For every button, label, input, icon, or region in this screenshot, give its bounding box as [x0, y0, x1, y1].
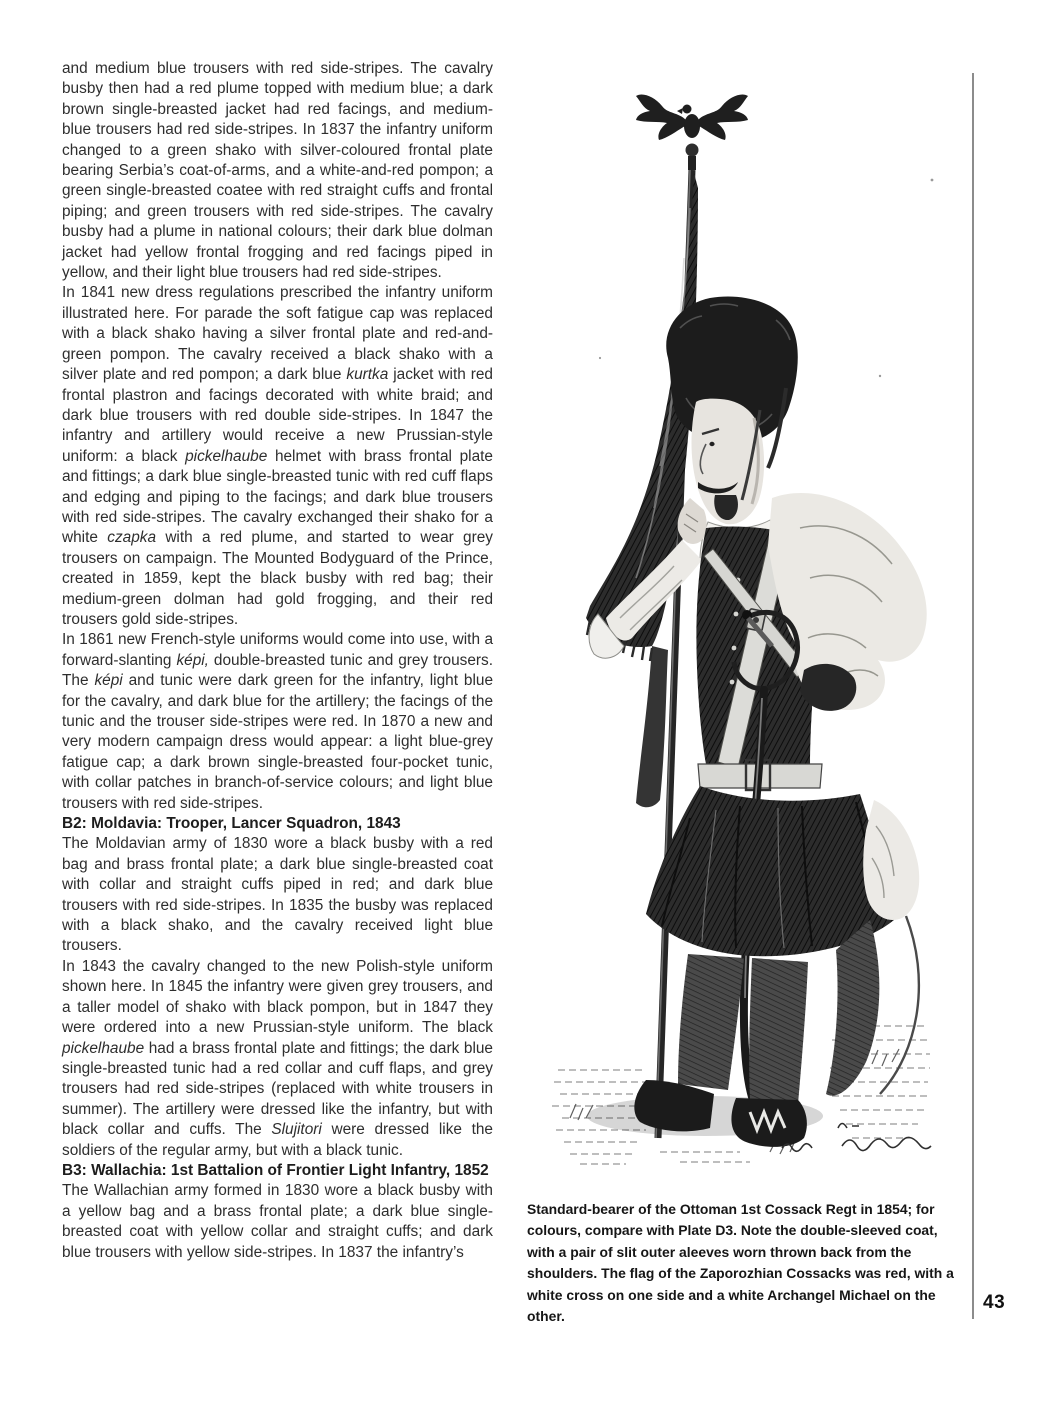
paragraph: In 1843 the cavalry changed to the new Polish-style uniform shown here. In 1845 the infantry were given grey trousers, and a taller model of shako with black pompon, but in 1847 they were ordered into a new Prussian-style uniform. The black pickelhaube had a brass frontal plate and fittings; the dark blue single-breasted tunic had a red collar and cuff flaps, and grey trousers had red side-stripes (replaced with white trousers in summer). The artillery were dressed like the infantry, but with black collar and cuffs. The Slujitori were dressed like the soldiers of the regular army, but with a black tunic.	[62, 957, 493, 1159]
paragraph: The Wallachian army formed in 1830 wore a black busby with a yellow bag and a brass frontal plate; a dark blue single-breasted coat with yellow collar and straight cuffs; and dark blue trousers with yellow side-stripes. In 1837 the infantry’s	[62, 1182, 493, 1261]
right-leg	[749, 958, 808, 1104]
section-heading: B3: Wallachia: 1st Battalion of Frontier Light Infantry, 1852	[62, 1161, 489, 1179]
engraving-illustration	[540, 58, 952, 1180]
illustration-caption: Standard-bearer of the Ottoman 1st Cossack Regt in 1854; for colours, compare with Plate D3. Note the double-sleeved coat, with a pair of slit outer aleeves worn thrown back from the shoulders. The flag of the Zaporozhian Cossacks was red, with a white cross on one side and a white Archangel Michael on the other.	[527, 1201, 954, 1325]
page-edge-rule	[972, 73, 974, 1319]
left-leg	[678, 954, 744, 1090]
flag	[586, 173, 698, 807]
paragraph: and medium blue trousers with red side-stripes. The cavalry busby then had a red plume topped with medium blue; a dark brown single-breasted jacket had red facings, and medium-blue trousers had red side-stripes. In 1837 the infantry uniform changed to a green shako with silver-coloured frontal plate bearing Serbia’s coat-of-arms, and a white-and-red pompon; a green single-breasted coatee with red straight cuffs and frontal piping; and green trousers with red side-stripes. The cavalry busby had a plume in national colours; their dark blue dolman jacket had yellow frontal frogging and red facings piped in yellow, and their light blue trousers had red side-stripes.	[62, 60, 493, 282]
coat-skirt	[646, 786, 894, 956]
paragraph: In 1841 new dress regulations prescribed the infantry uniform illustrated here. For parade the soft fatigue cap was replaced with a black shako having a silver frontal plate and red-and-green pompon. The cavalry received a black shako with a silver plate and red pompon; a dark blue kurtka jacket with red frontal plastron and facings decorated with white braid; and dark blue trousers with red double side-stripes. In 1847 the infantry and artillery would receive a new Prussian-style uniform: a black pickelhaube helmet with brass frontal plate and fittings; a dark blue single-breasted tunic with red cuff flaps and edging and piping to the facings; and dark blue trousers with red side-stripes. The cavalry exchanged their shako for a white czapka with a red plume, and started to wear grey trousers on campaign. The Mounted Bodyguard of the Prince, created in 1859, kept the black busby with red bag; their medium-green dolman had gold frogging, and their red trousers gold side-stripes.	[62, 284, 493, 628]
eagle-finial-icon	[636, 94, 748, 170]
left-boot	[634, 1080, 714, 1131]
paragraph: The Moldavian army of 1830 wore a black busby with a red bag and brass frontal plate; a dark blue single-breasted coat with collar and straight cuffs piped in red; and dark blue trousers with red side-stripes. In 1835 the busby was replaced with a black shako, and the cavalry received light blue trousers.	[62, 835, 493, 955]
sword-knot-cord	[880, 916, 919, 1094]
paragraph: In 1861 new French-style uniforms would come into use, with a forward-slanting képi, double-breasted tunic and grey trousers. The képi and tunic were dark green for the infantry, light blue for the cavalry, and dark blue for the artillery; the facings of the tunic and the trouser side-stripes were red. In 1870 a new and very modern campaign dress would appear: a light blue-grey fatigue cap; a dark brown single-breasted four-pocket tunic, with collar patches in branch-of-service colours; and light blue trousers with red side-stripes.	[62, 631, 494, 812]
standard-bearer-figure	[589, 296, 927, 1146]
page-number: 43	[983, 1292, 1006, 1313]
engraving-figure	[540, 58, 952, 1180]
article-column	[62, 59, 493, 1263]
section-heading: B2: Moldavia: Trooper, Lancer Squadron, 1843	[62, 815, 401, 833]
